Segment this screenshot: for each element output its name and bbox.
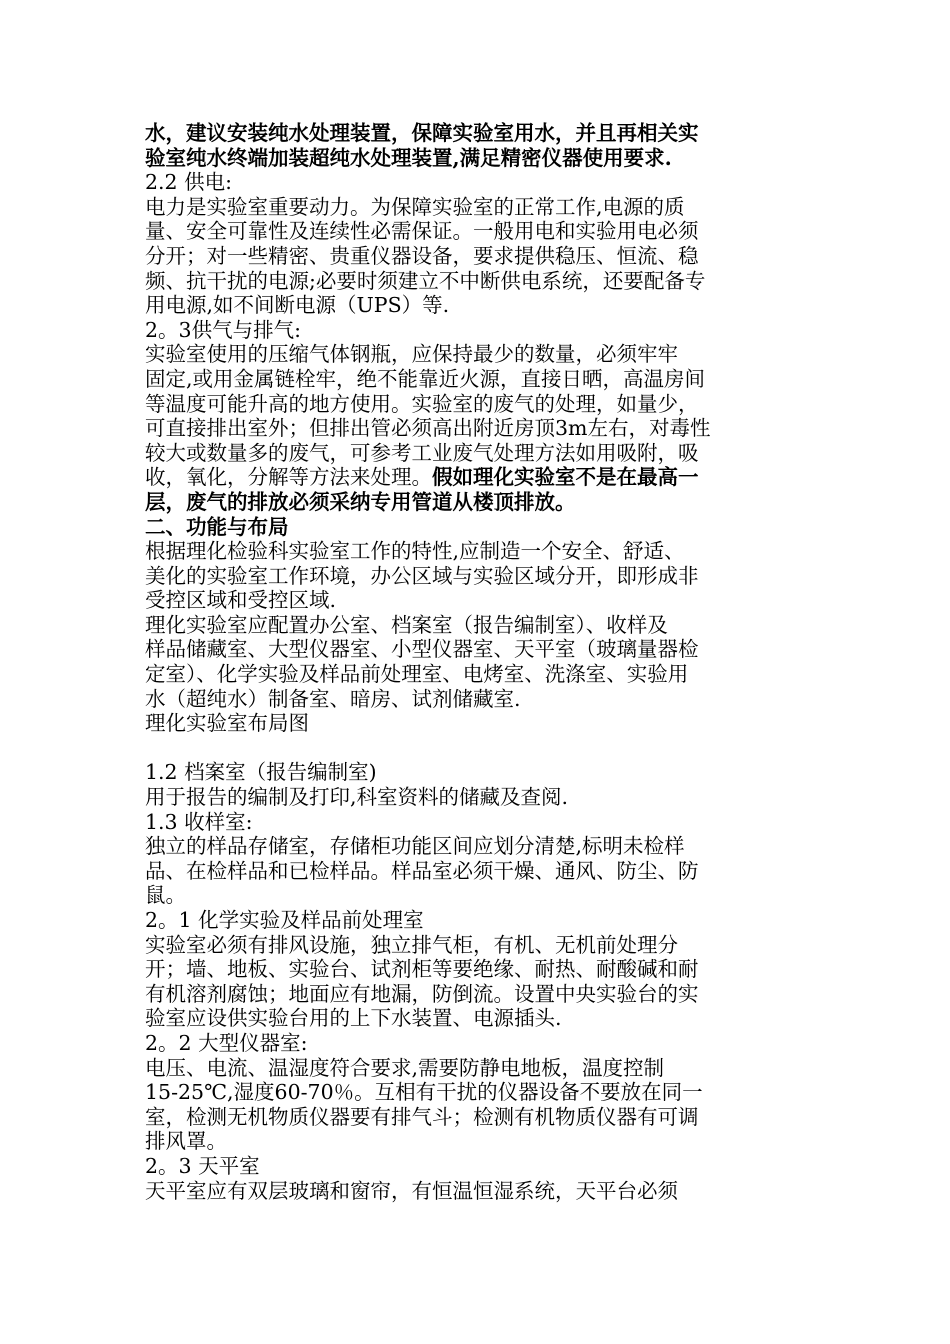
text-line: 美化的实验室工作环境，办公区域与实验区域分开，即形成非	[145, 563, 699, 588]
text-line: 实验室必须有排风设施，独立排气柜，有机、无机前处理分	[145, 932, 678, 957]
text-line: 固定,或用金属链栓牢，绝不能靠近火源，直接日晒，高温房间	[145, 366, 706, 391]
bold-text-segment: 假如理化实验室不是在最高一	[432, 465, 699, 490]
text-line: 量、安全可靠性及连续性必需保证。一般用电和实验用电必须	[145, 219, 699, 244]
section-heading: 2。3供气与排气:	[145, 317, 301, 342]
text-line: 天平室应有双层玻璃和窗帘，有恒温恒湿系统，天平台必须	[145, 1178, 678, 1203]
text-line: 开；墙、地板、实验台、试剂柜等要绝缘、耐热、耐酸碱和耐	[145, 957, 699, 982]
text-segment: 收，氧化，分解等方法来处理。	[145, 465, 432, 490]
chapter-heading: 二、功能与布局	[145, 514, 289, 539]
text-line: 电压、电流、温湿度符合要求,需要防静电地板，温度控制	[145, 1055, 665, 1080]
text-line: 鼠。	[145, 883, 186, 908]
text-line: 水（超纯水）制备室、暗房、试剂储藏室.	[145, 686, 521, 711]
section-heading: 2。1 化学实验及样品前处理室	[145, 908, 424, 932]
text-line: 根据理化检验科实验室工作的特性,应制造一个安全、舒适、	[145, 539, 685, 564]
section-heading: 2.2 供电:	[145, 170, 233, 195]
section-heading: 2。3 天平室	[145, 1153, 260, 1178]
blank-line	[145, 736, 835, 761]
text-line: 实验室使用的压缩气体钢瓶，应保持最少的数量，必须牢牢	[145, 342, 678, 367]
section-heading: 2。2 大型仪器室:	[145, 1030, 308, 1055]
text-line: 验室纯水终端加装超纯水处理装置,满足精密仪器使用要求.	[145, 145, 672, 170]
text-line: 可直接排出室外；但排出管必须高出附近房顶3m左右，对毒性	[145, 416, 711, 441]
text-line: 有机溶剂腐蚀；地面应有地漏，防倒流。设置中央实验台的实	[145, 981, 699, 1006]
text-line: 室，检测无机物质仪器要有排气斗；检测有机物质仪器有可调	[145, 1104, 699, 1129]
text-line: 电力是实验室重要动力。为保障实验室的正常工作,电源的质	[145, 194, 685, 219]
text-line: 分开；对一些精密、贵重仪器设备，要求提供稳压、恒流、稳	[145, 243, 699, 268]
text-line: 排风罩。	[145, 1129, 227, 1154]
text-line: 15-25℃,湿度60-70％。互相有干扰的仪器设备不要放在同一	[145, 1080, 703, 1105]
text-line: 定室）、化学实验及样品前处理室、电烤室、洗涤室、实验用	[145, 662, 689, 687]
text-line: 受控区域和受控区域.	[145, 588, 337, 613]
text-line: 水，建议安装纯水处理装置，保障实验室用水，并且再相关实	[145, 121, 699, 145]
document-page	[145, 121, 835, 1203]
text-line: 独立的样品存储室，存储柜功能区间应划分清楚,标明未检样	[145, 834, 685, 859]
text-line: 等温度可能升高的地方使用。实验室的废气的处理，如量少，	[145, 391, 699, 416]
figure-caption: 理化实验室布局图	[145, 711, 309, 736]
text-line: 样品储藏室、大型仪器室、小型仪器室、天平室（玻璃量器检	[145, 637, 699, 662]
text-line: 用于报告的编制及打印,科室资料的储藏及查阅.	[145, 785, 569, 810]
section-heading: 1.3 收样室:	[145, 809, 253, 834]
text-line: 层，废气的排放必须采纳专用管道从楼顶排放。	[145, 489, 576, 514]
text-line: 品、在检样品和已检样品。样品室必须干燥、通风、防尘、防	[145, 858, 699, 883]
text-line: 频、抗干扰的电源;必要时须建立不中断供电系统，还要配备专	[145, 268, 706, 293]
text-line	[145, 465, 835, 490]
text-line: 较大或数量多的废气，可参考工业废气处理方法如用吸附，吸	[145, 440, 699, 465]
section-heading: 1.2 档案室（报告编制室)	[145, 760, 377, 785]
text-line: 用电源,如不间断电源（UPS）等.	[145, 293, 450, 318]
text-line: 验室应设供实验台用的上下水装置、电源插头.	[145, 1006, 562, 1031]
text-line: 理化实验室应配置办公室、档案室（报告编制室）、收样及	[145, 612, 668, 637]
